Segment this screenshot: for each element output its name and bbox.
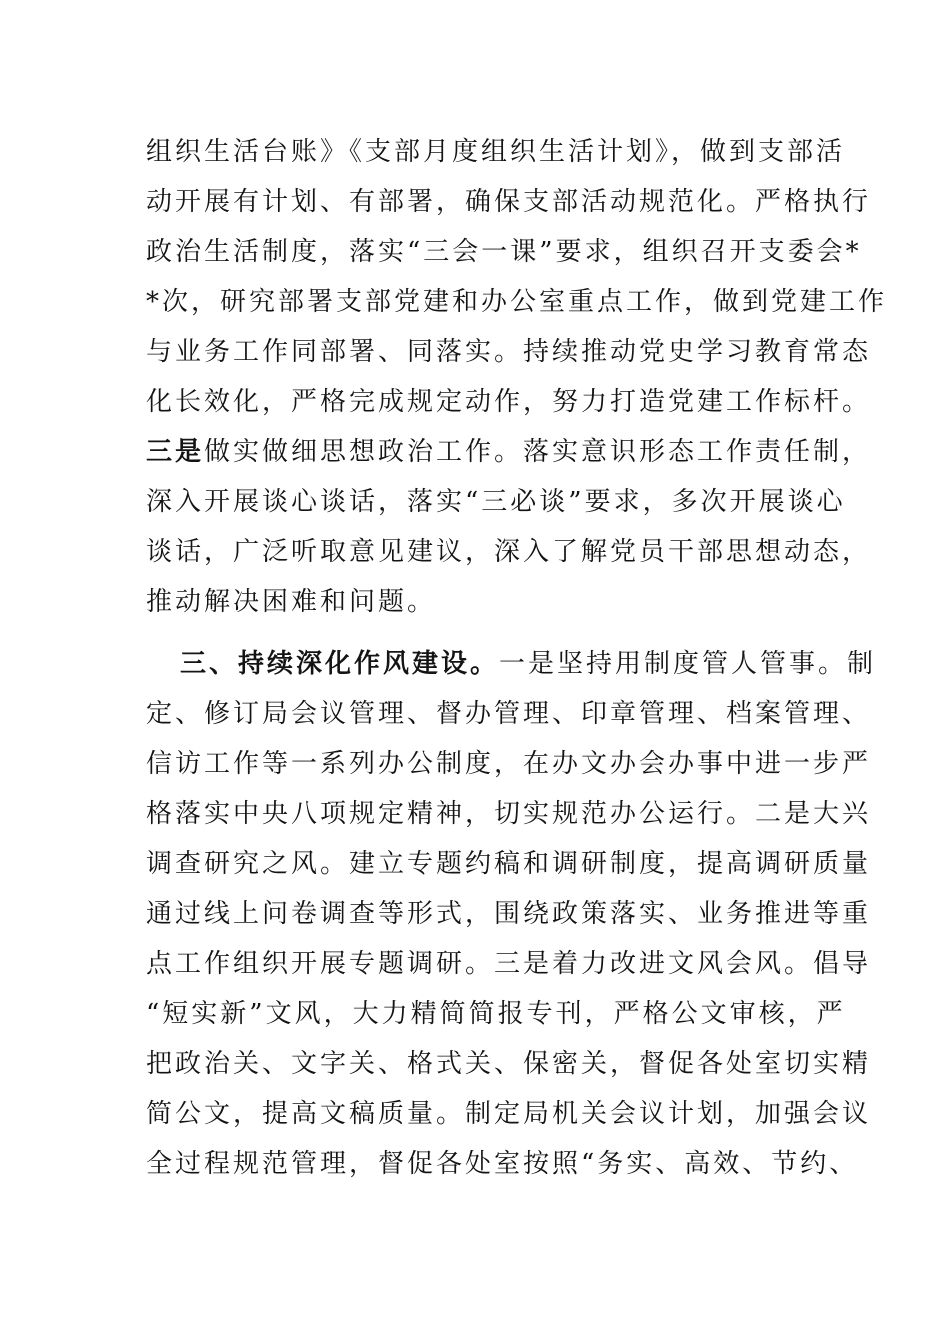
- body-line: 把政治关、文字关、格式关、保密关，督促各处室切实精: [146, 1049, 872, 1079]
- body-line: 谈话，广泛听取意见建议，深入了解党员干部思想动态，: [146, 537, 872, 567]
- body-line: 动开展有计划、有部署，确保支部活动规范化。严格执行: [146, 187, 872, 217]
- point-three-lead: 三是: [146, 437, 205, 467]
- body-line: 与业务工作同部署、同落实。持续推动党史学习教育常态: [146, 337, 872, 367]
- body-line: 信访工作等一系列办公制度，在办文办会办事中进一步严: [146, 749, 872, 779]
- section-first-line: [180, 649, 876, 679]
- body-line: 通过线上问卷调查等形式，围绕政策落实、业务推进等重: [146, 899, 872, 929]
- body-line: 化长效化，严格完成规定动作，努力打造党建工作标杆。: [146, 387, 872, 417]
- body-line: 深入开展谈心谈话，落实“三必谈”要求，多次开展谈心: [146, 487, 846, 517]
- body-line: 组织生活台账》《支部月度组织生活计划》，做到支部活: [146, 137, 846, 167]
- body-line: 全过程规范管理，督促各处室按照“务实、高效、节约、: [146, 1149, 859, 1179]
- body-line: 调查研究之风。建立专题约稿和调研制度，提高调研质量: [146, 849, 872, 879]
- body-line: 点工作组织开展专题调研。三是着力改进文风会风。倡导: [146, 949, 872, 979]
- body-line: 推动解决困难和问题。: [146, 587, 437, 617]
- body-line: 政治生活制度，落实“三会一课”要求，组织召开支委会*: [146, 237, 862, 267]
- point-three-line: [146, 437, 871, 467]
- section-first-line-text: 一是坚持用制度管人管事。制: [499, 649, 877, 679]
- body-line: *次，研究部署支部党建和办公室重点工作，做到党建工作: [146, 287, 888, 317]
- body-line: “短实新”文风，大力精简简报专刊，严格公文审核，严: [146, 999, 846, 1029]
- body-line: 简公文，提高文稿质量。制定局机关会议计划，加强会议: [146, 1099, 872, 1129]
- section-heading: 三、持续深化作风建设。: [180, 649, 500, 679]
- point-three-text: 做实做细思想政治工作。落实意识形态工作责任制，: [204, 437, 872, 467]
- body-line: 格落实中央八项规定精神，切实规范办公运行。二是大兴: [146, 799, 872, 829]
- body-line: 定、修订局会议管理、督办管理、印章管理、档案管理、: [146, 699, 872, 729]
